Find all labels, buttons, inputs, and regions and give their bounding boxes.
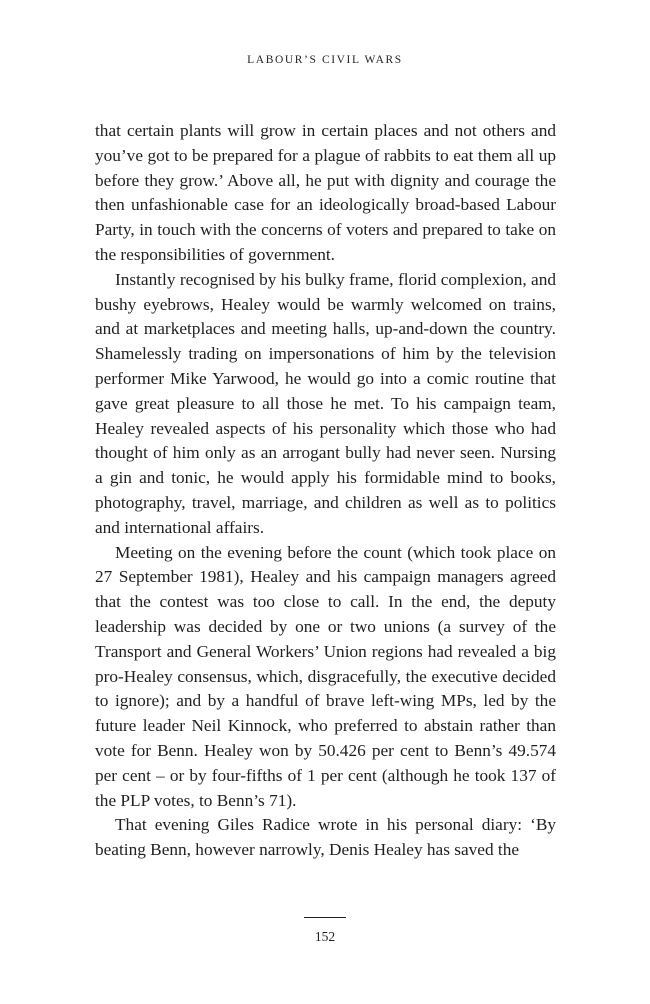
running-head: LABOUR’S CIVIL WARS [247, 54, 403, 66]
body-text [95, 119, 556, 863]
paragraph: Meeting on the evening before the count (which took place on 27 September 1981), Healey and his campaign managers agreed that the contest was too close to call. In the end, the deputy leadership was decided by one or two unions (a survey of the Transport and General Workers’ Union regions had revealed a big pro-Healey consensus, which, disgracefully, the executive decided to ignore); and by a handful of brave left-wing MPs, led by the future leader Neil Kinnock, who preferred to abstain rather than vote for Benn. Healey won by 50.426 per cent to Benn’s 49.574 per cent – or by four-fifths of 1 per cent (although he took 137 of the PLP votes, to Benn’s 71). [95, 542, 556, 810]
folio-rule [304, 917, 346, 918]
page-number: 152 [314, 929, 336, 944]
paragraph: That evening Giles Radice wrote in his personal diary: ‘By beating Benn, however narrowly, Denis Healey has saved the [95, 815, 556, 860]
paragraph: that certain plants will grow in certain places and not others and you’ve got to be prepared for a plague of rabbits to eat them all up before they grow.’ Above all, he put with dignity and courage the then unfashionable case for an ideologically broad-based Labour Party, in touch with the concerns of voters and prepared to take on the responsibilities of government. [95, 121, 556, 264]
paragraph: Instantly recognised by his bulky frame, florid complexion, and bushy eyebrows, Healey would be warmly welcomed on trains, and at marketplaces and meeting halls, up-and-down the country. Shamelessly trading on impersonations of him by the television performer Mike Yarwood, he would go into a comic routine that gave great pleasure to all those he met. To his campaign team, Healey revealed aspects of his personality which those who had thought of him only as an arrogant bully had never seen. Nursing a gin and tonic, he would apply his formidable mind to books, photography, travel, marriage, and children as well as to politics and international affairs. [95, 269, 556, 537]
